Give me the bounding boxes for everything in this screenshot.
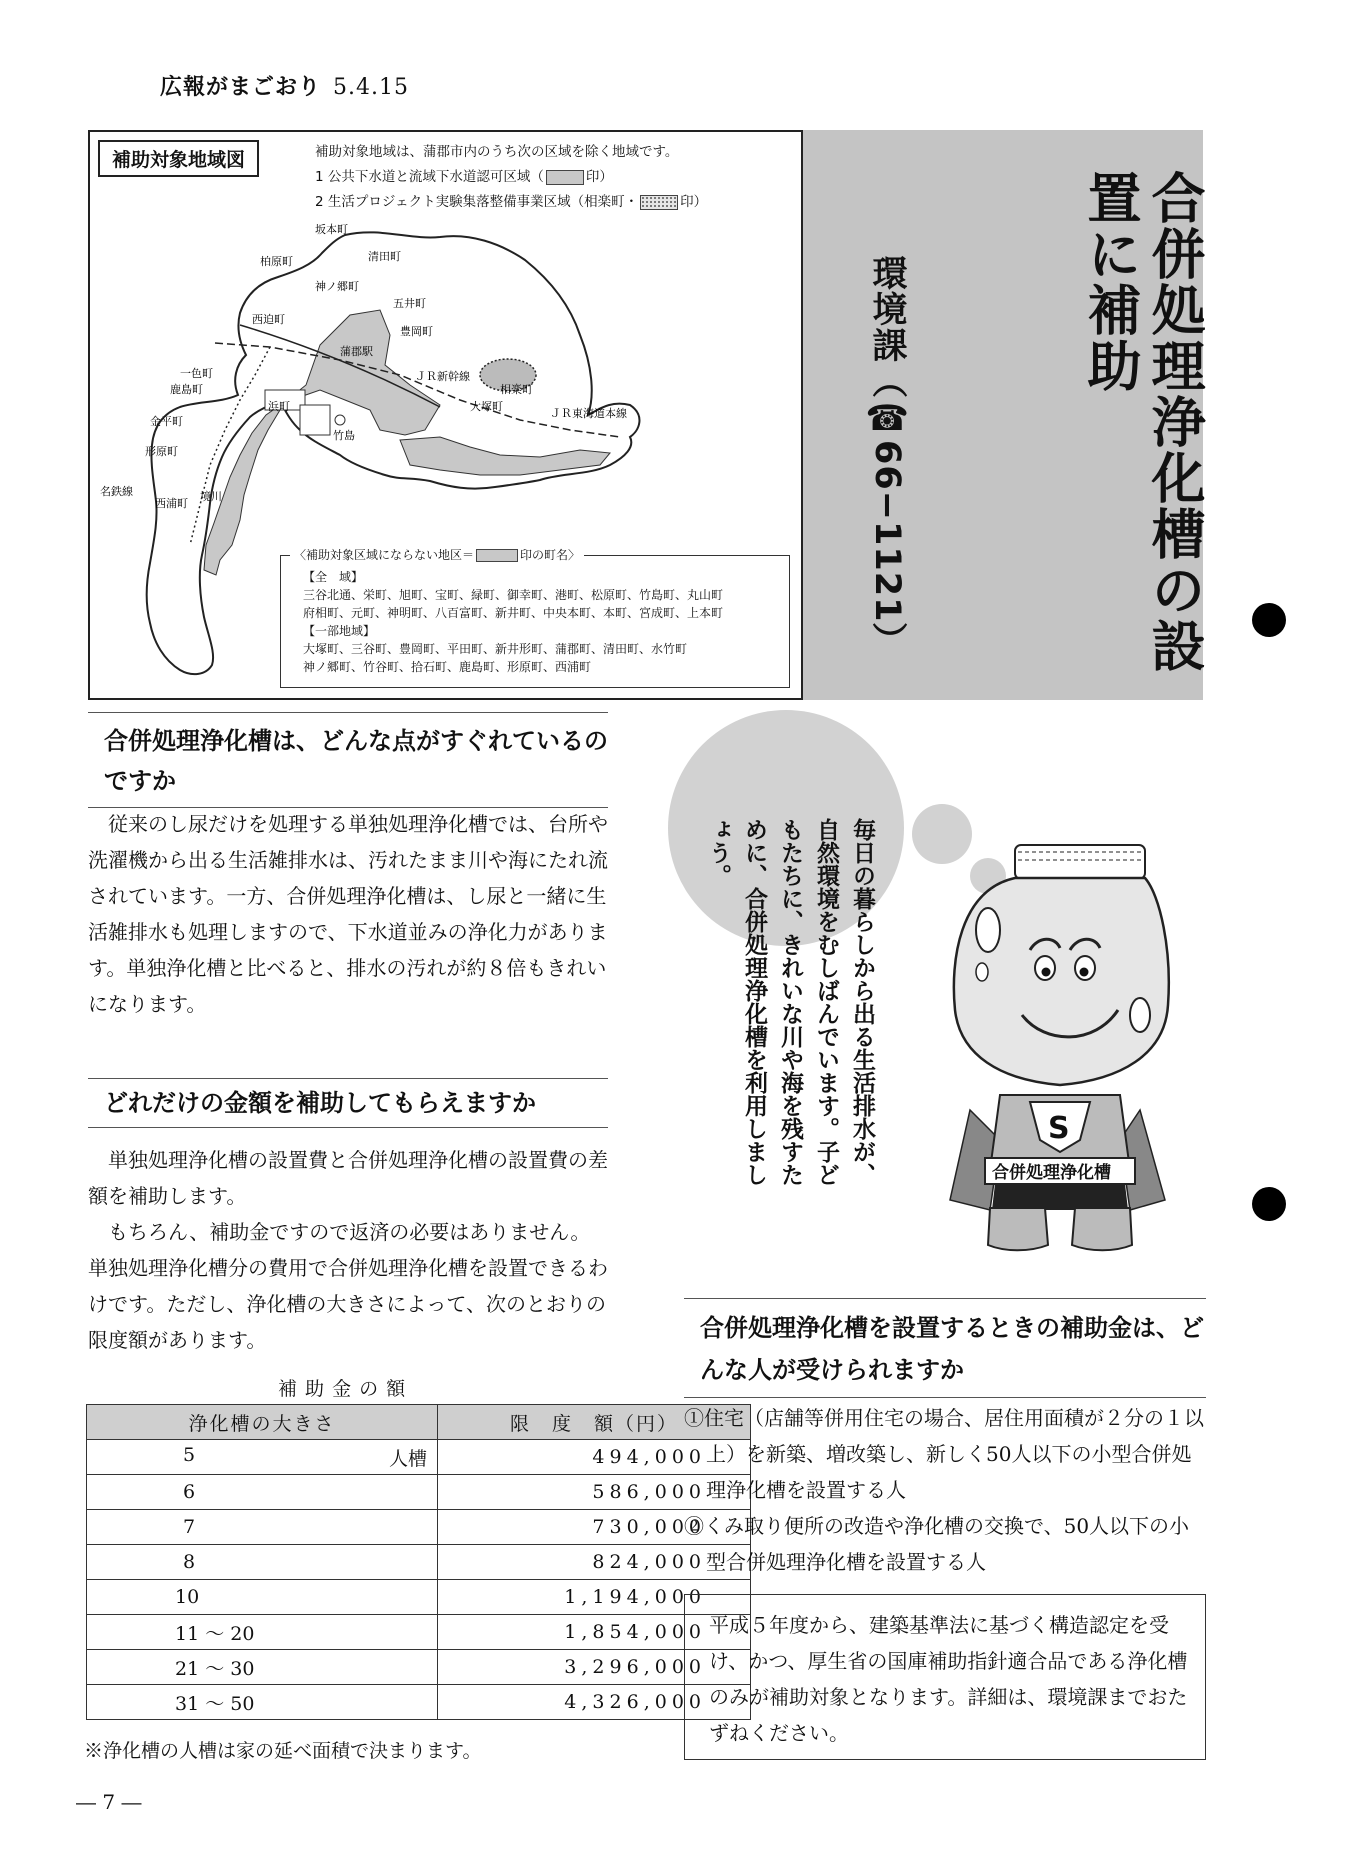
map-place-label: 名鉄線 [100, 485, 133, 498]
map-title: 補助対象地域図 [98, 140, 259, 177]
notice-text: 平成５年度から、建築基準法に基づく構造認定を受け、かつ、厚生省の国庫補助指針適合品である浄化槽のみが補助対象となります。詳細は、環境課までおたずねください。 [709, 1613, 1188, 1745]
legend-part-label: 【一部地域】 [303, 624, 376, 638]
map-place-label: 蒲郡駅 [340, 345, 373, 358]
size-cell: 31 ～ 50 [87, 1685, 438, 1720]
department-contact: 環境課（☎66−1121） [867, 255, 907, 659]
list-item: ①住宅（店舗等併用住宅の場合、居住用面積が２分の１以上）を新築、増改築し、新しく50人以下の小型合併処理浄化槽を設置する人 [684, 1406, 1204, 1502]
map-place-label: 一色町 [180, 367, 213, 380]
margin-bullet-2 [1252, 1187, 1286, 1221]
mascot-pupil-right [1080, 968, 1089, 977]
amount-cell: 586,000 [438, 1475, 751, 1510]
section2-heading: どれだけの金額を補助してもらえますか [88, 1078, 608, 1128]
map-place-label: 坂本町 [315, 223, 348, 236]
map-place-label: ＪＲ新幹線 [415, 370, 470, 383]
table-row [87, 1510, 751, 1545]
page-header [160, 70, 409, 101]
mascot-spot-3 [1130, 998, 1150, 1032]
amount-cell: 3,296,000 [438, 1650, 751, 1685]
project-area-swatch-icon [640, 195, 678, 210]
map-description [315, 140, 707, 215]
mascot-cap [1015, 845, 1145, 879]
map-place-label: 清田町 [368, 250, 401, 263]
mascot-illustration [930, 840, 1190, 1270]
subsidy-table [86, 1404, 751, 1720]
map-place-label: 西迫町 [252, 313, 285, 326]
mascot-belt-text: 合併処理浄化槽 [992, 1163, 1111, 1183]
legend-all-label: 【全 域】 [303, 570, 364, 584]
mascot-badge-letter: S [1048, 1111, 1070, 1146]
mascot-spot-2 [976, 963, 988, 981]
article-title: 合併処理浄化槽の設置に補助 [1079, 170, 1206, 674]
speech-text: 毎日の暮らしから出る生活排水が、自然環境をむしばんでいます。子どもたちに、きれいな川や海を残すために、合併処理浄化槽を利用しましょう。 [705, 818, 875, 1186]
notice-box [684, 1594, 1206, 1760]
section3-list [684, 1400, 1206, 1580]
section1-body: 従来のし尿だけを処理する単独処理浄化槽では、台所や洗濯機から出る生活雑排水は、汚れたまま川や海にたれ流されています。一方、合併処理浄化槽は、し尿と一緒に生活雑排水も処理しますので、下水道並みの浄化力があります。単独浄化槽と比べると、排水の汚れが約８倍もきれいになります。 [88, 812, 608, 1016]
map-place-label: 境川 [200, 490, 222, 503]
table-row [87, 1650, 751, 1685]
page-number: ― 7 ― [76, 1790, 142, 1814]
mascot-legs [992, 1184, 1128, 1210]
map-place-label: 金平町 [150, 415, 183, 428]
table-row [87, 1615, 751, 1650]
sewer-area-swatch-icon [546, 170, 584, 185]
map-place-label: 形原町 [145, 445, 178, 458]
amount-cell: 824,000 [438, 1545, 751, 1580]
map-desc-line-3: 2 生活プロジェクト実験集落整備事業区域（相楽町・ 印） [315, 194, 708, 210]
takeshima-island [335, 415, 345, 425]
amount-cell: 494,000 [438, 1440, 751, 1475]
amount-cell: 1,194,000 [438, 1580, 751, 1615]
section2-body [88, 1142, 608, 1358]
map-place-label: 浜町 [268, 400, 290, 413]
amount-cell: 1,854,000 [438, 1615, 751, 1650]
table-row [87, 1440, 751, 1475]
amount-cell: 730,000 [438, 1510, 751, 1545]
amount-cell: 4,326,000 [438, 1685, 751, 1720]
map-place-label: 相楽町 [500, 383, 533, 396]
legend-part-line-1: 大塚町、三谷町、豊岡町、平田町、新井形町、蒲郡町、清田町、水竹町 [303, 642, 688, 656]
map-place-label: 西浦町 [155, 497, 188, 510]
map-place-label: 竹島 [333, 429, 355, 442]
legend-title: 〈補助対象区域にならない地区＝ 印の町名〉 [290, 546, 584, 563]
mascot-foot-right [1072, 1208, 1132, 1250]
mascot-foot-left [988, 1208, 1048, 1250]
table-row [87, 1685, 751, 1720]
publication-name: 広報がまごおり [160, 75, 322, 100]
harbor-block-2 [300, 405, 330, 435]
map-place-label: ＪＲ東海道本線 [550, 407, 627, 420]
table-row [87, 1580, 751, 1615]
table-caption: 補 助 金 の 額 [278, 1378, 407, 1400]
margin-bullet-1 [1252, 603, 1286, 637]
legend-all-line-1: 三谷北通、栄町、旭町、宝町、緑町、御幸町、港町、松原町、竹島町、丸山町 [303, 588, 724, 602]
section2-para-2: もちろん、補助金ですので返済の必要はありません。単独処理浄化槽分の費用で合併処理浄化槽を設置できるわけです。ただし、浄化槽の大きさによって、次のとおりの限度額があります。 [88, 1220, 608, 1352]
legend-all-line-2: 府相町、元町、神明町、八百富町、新井町、中央本町、本町、宮成町、上本町 [303, 606, 724, 620]
size-cell: 5 [183, 1443, 196, 1466]
mascot-pupil-left [1042, 968, 1051, 977]
section2-para-1: 単独処理浄化槽の設置費と合併処理浄化槽の設置費の差額を補助します。 [88, 1148, 608, 1208]
size-cell: 11 ～ 20 [87, 1615, 438, 1650]
size-cell: 21 ～ 30 [87, 1650, 438, 1685]
header-size: 浄化槽の大きさ [87, 1405, 438, 1440]
map-legend [280, 555, 790, 688]
section1-heading: 合併処理浄化槽は、どんな点がすぐれているのですか [88, 712, 608, 808]
legend-swatch-icon [476, 549, 518, 562]
map-place-label: 大塚町 [470, 400, 503, 413]
size-cell: 6 [87, 1475, 438, 1510]
map-place-label: 神ノ郷町 [315, 280, 359, 293]
list-item: ②くみ取り便所の改造や浄化槽の交換で、50人以下の小型合併処理浄化槽を設置する人 [684, 1514, 1190, 1574]
mascot-spot [976, 908, 1000, 952]
table-row [87, 1545, 751, 1580]
header-amount: 限 度 額（円） [438, 1405, 751, 1440]
issue-date: 5.4.15 [333, 75, 409, 100]
table-note: ※浄化槽の人槽は家の延べ面積で決まります。 [84, 1740, 482, 1762]
table-row [87, 1475, 751, 1510]
map-place-label: 五井町 [393, 297, 426, 310]
map-place-label: 豊岡町 [400, 325, 433, 338]
map-place-label: 鹿島町 [170, 383, 203, 396]
size-cell: 8 [87, 1545, 438, 1580]
section3-heading: 合併処理浄化槽を設置するときの補助金は、どんな人が受けられますか [684, 1298, 1206, 1398]
table-header-row [87, 1405, 751, 1440]
unit-label: 人槽 [388, 1447, 427, 1470]
map-place-label: 柏原町 [260, 255, 293, 268]
map-desc-line-1: 補助対象地域は、蒲郡市内のうち次の区域を除く地域です。 [315, 144, 679, 160]
size-cell: 10 [87, 1580, 438, 1615]
map-desc-line-2: 1 公共下水道と流域下水道認可区域（ 印） [315, 169, 613, 185]
legend-part-line-2: 神ノ郷町、竹谷町、拾石町、鹿島町、形原町、西浦町 [303, 660, 592, 674]
size-cell: 7 [87, 1510, 438, 1545]
